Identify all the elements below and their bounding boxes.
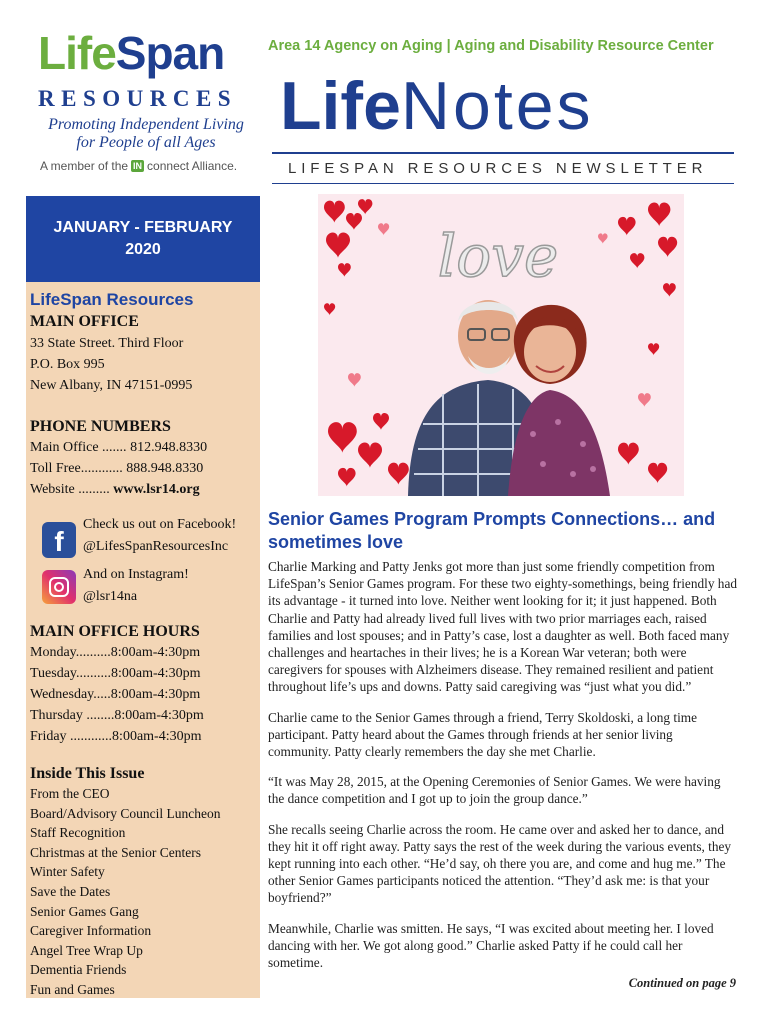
hours-row: Tuesday..........8:00am-4:30pm (30, 666, 201, 681)
couple-photo (318, 194, 684, 496)
issue-item[interactable]: Save the Dates (30, 883, 111, 899)
header-rule-bottom (272, 183, 734, 184)
logo-tagline-1: Promoting Independent Living (48, 116, 244, 133)
issue-item[interactable]: Fun and Games (30, 981, 115, 997)
article-paragraph: She recalls seeing Charlie across the room. He came over and asked her to dance, and they hit it off right away. Patty says the rest of the week during the various events, they kept running into each other. “He’d say, oh there you are, and come and hug me.” The other Senior Games participants noticed the attention. “They’d ask me: is that your boyfriend?” (268, 821, 732, 906)
logo-span: Span (115, 27, 225, 79)
inside-issue-list (30, 784, 220, 1000)
phone-label: Toll Free............ (30, 461, 127, 476)
issue-item[interactable]: Winter Safety (30, 864, 105, 880)
facebook-text: Check us out on Facebook! (83, 517, 237, 532)
sidebar-org-name: LifeSpan Resources (30, 290, 194, 309)
office-hours-heading: MAIN OFFICE HOURS (30, 623, 200, 640)
phone-numbers-heading: PHONE NUMBERS (30, 418, 171, 435)
article-paragraph: “It was May 28, 2015, at the Opening Ceremonies of Senior Games. We were having the dance competition and I got up to join the group dance.” (268, 774, 721, 807)
website-row (30, 479, 207, 500)
inside-issue-heading: Inside This Issue (30, 765, 145, 782)
love-sign: love (437, 222, 559, 290)
title-notes: Notes (400, 68, 594, 144)
address-line: 33 State Street. Third Floor (30, 336, 184, 351)
member-suffix: connect Alliance. (147, 159, 238, 173)
article-body (268, 558, 738, 984)
article-paragraph: Meanwhile, Charlie was smitten. He says, “I was excited about meeting her. I loved dancing with her. We got along good.” Charlie asked Patty if he could call her sometime. (268, 920, 714, 971)
logo-resources: RESOURCES (38, 86, 238, 111)
article-paragraph: Charlie Marking and Patty Jenks got more than just some friendly competition from LifeSpan’s Senior Games program. For these two eighty-somethings, being friendly had its advantage - it turned into love. Neither went looking for it; it just happened. Both Charlie and Patty had already lived full lives with two prior marriages each, raised families and lost spouses; and in Patty’s case, lost a daughter as well. Both faced many challenges and heartaches in their lives; he is a Korean War veteran; both were caregivers for spouses with Alzheimers disease. They remained resilient and patient throughout life’s ups and downs. Patty said caregiving was “just what you did.” (268, 559, 737, 695)
issue-item[interactable]: Senior Games Gang (30, 903, 139, 919)
hours-row: Friday ............8:00am-4:30pm (30, 729, 202, 744)
instagram-handle[interactable]: @lsr14na (83, 589, 138, 604)
phone-row (30, 437, 207, 458)
article-headline: Senior Games Program Prompts Connections… and sometimes love (268, 509, 716, 552)
issue-item[interactable]: Dementia Friends (30, 962, 127, 978)
continued-note[interactable]: Continued on page 9 (628, 976, 736, 990)
member-alliance (40, 159, 237, 173)
main-office-address (30, 333, 192, 396)
instagram-block (83, 564, 189, 608)
issue-item[interactable]: Angel Tree Wrap Up (30, 942, 143, 958)
issue-date-months: JANUARY - FEBRUARY (53, 219, 233, 236)
phone-value[interactable]: 888.948.8330 (126, 461, 204, 476)
phone-list (30, 437, 207, 500)
newsletter-title (280, 68, 594, 144)
issue-item[interactable]: From the CEO (30, 786, 110, 801)
phone-row (30, 458, 207, 479)
hours-row: Thursday ........8:00am-4:30pm (30, 708, 204, 723)
phone-label: Main Office ....... (30, 440, 131, 455)
website-link[interactable]: www.lsr14.org (113, 482, 200, 497)
logo-tagline-2: for People of all Ages (76, 134, 216, 151)
article-paragraph: Charlie came to the Senior Games through a friend, Terry Skoldoski, a long time participant. Patty heard about the Games through friends at her senior living community. Patty clearly remembers the day she met Charlie. (268, 709, 698, 760)
facebook-block (83, 514, 236, 558)
issue-item[interactable]: Caregiver Information (30, 923, 152, 939)
main-office-heading: MAIN OFFICE (30, 313, 139, 330)
issue-date-box (26, 196, 260, 282)
member-prefix: A member of the (40, 159, 129, 173)
facebook-icon[interactable]: f (42, 522, 76, 558)
address-line: New Albany, IN 47151-0995 (30, 378, 193, 393)
logo-life: Life (38, 27, 116, 79)
issue-item[interactable]: Christmas at the Senior Centers (30, 844, 201, 860)
inconnect-icon: IN (133, 161, 143, 171)
facebook-handle[interactable]: @LifesSpanResourcesInc (83, 539, 229, 554)
logo-tagline (30, 116, 262, 152)
newsletter-subtitle: LIFESPAN RESOURCES NEWSLETTER (288, 160, 708, 177)
title-life: Life (280, 68, 401, 144)
instagram-icon[interactable] (42, 570, 76, 604)
issue-item[interactable]: Board/Advisory Council Luncheon (30, 805, 221, 821)
agency-line: Area 14 Agency on Aging | Aging and Disability Resource Center (268, 38, 714, 54)
issue-date-year: 2020 (125, 241, 161, 258)
hours-row: Wednesday.....8:00am-4:30pm (30, 687, 201, 702)
phone-value[interactable]: 812.948.8330 (130, 440, 208, 455)
couple-photo-art (318, 194, 684, 496)
office-hours-list (30, 642, 204, 747)
address-line: P.O. Box 995 (30, 357, 105, 372)
lifespan-logo (38, 27, 225, 79)
header-rule-top (272, 152, 734, 154)
hours-row: Monday..........8:00am-4:30pm (30, 645, 201, 660)
issue-item[interactable]: Staff Recognition (30, 825, 126, 841)
instagram-text: And on Instagram! (83, 567, 189, 582)
website-label: Website ......... (30, 482, 114, 497)
